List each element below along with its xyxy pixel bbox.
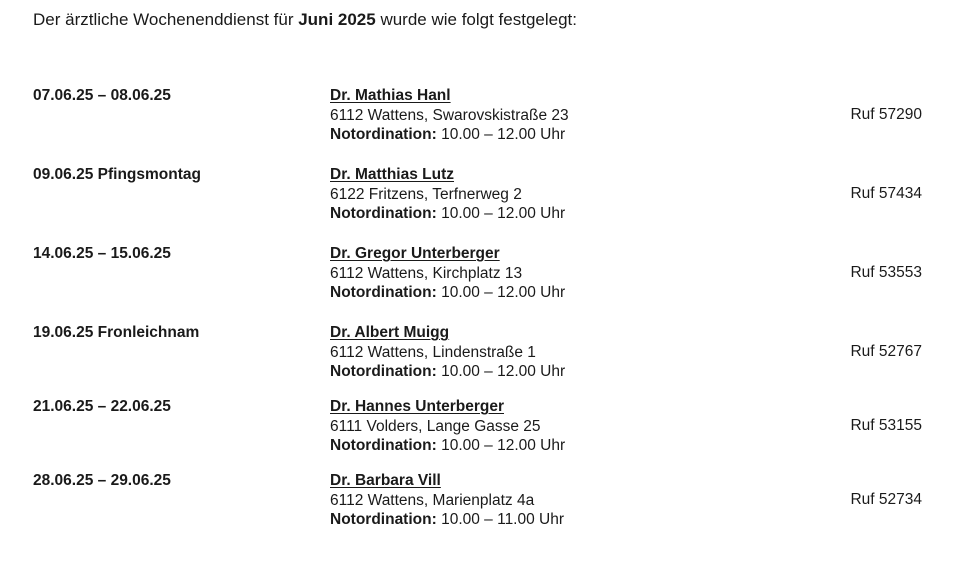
hours-value: 10.00 – 12.00 Uhr	[436, 284, 566, 301]
doctor-address: 6122 Fritzens, Terfnerweg 2	[330, 185, 522, 203]
hours-value: 10.00 – 12.00 Uhr	[436, 437, 566, 454]
doctor-name: Dr. Hannes Unterberger	[330, 398, 504, 415]
hours-line	[330, 510, 564, 530]
doctor-block	[330, 86, 569, 145]
phone-number: Ruf 57290	[850, 106, 922, 123]
doctor-address: 6112 Wattens, Swarovskistraße 23	[330, 106, 569, 124]
duty-entry	[0, 397, 963, 457]
hours-label: Notordination:	[330, 363, 437, 380]
phone-number: Ruf 57434	[850, 185, 922, 202]
hours-value: 10.00 – 12.00 Uhr	[436, 363, 566, 380]
hours-label: Notordination:	[330, 205, 437, 222]
intro-sentence	[33, 9, 577, 31]
duty-entry	[0, 165, 963, 225]
hours-value: 10.00 – 12.00 Uhr	[436, 205, 566, 222]
duty-date: 07.06.25 – 08.06.25	[33, 87, 171, 104]
doctor-address: 6112 Wattens, Marienplatz 4a	[330, 491, 535, 509]
phone-number: Ruf 52767	[850, 343, 922, 360]
phone-number: Ruf 53155	[850, 417, 922, 434]
duty-entry	[0, 471, 963, 531]
phone-number: Ruf 52734	[850, 491, 922, 508]
doctor-block	[330, 244, 565, 303]
doctor-block	[330, 323, 565, 382]
hours-line	[330, 436, 565, 456]
hours-line	[330, 283, 565, 303]
phone-number: Ruf 53553	[850, 264, 922, 281]
doctor-block	[330, 165, 565, 224]
doctor-name: Dr. Mathias Hanl	[330, 87, 451, 104]
duty-date: 19.06.25 Fronleichnam	[33, 324, 200, 341]
doctor-name: Dr. Barbara Vill	[330, 472, 441, 489]
duty-entry	[0, 86, 963, 146]
duty-date: 09.06.25 Pfingsmontag	[33, 166, 201, 183]
intro-text-before: Der ärztliche Wochenenddienst für	[33, 10, 299, 29]
hours-line	[330, 362, 565, 382]
doctor-name: Dr. Matthias Lutz	[330, 166, 455, 183]
hours-label: Notordination:	[330, 511, 437, 528]
doctor-name: Dr. Gregor Unterberger	[330, 245, 500, 262]
hours-label: Notordination:	[330, 284, 437, 301]
doctor-name: Dr. Albert Muigg	[330, 324, 450, 341]
intro-month: Juni 2025	[298, 10, 376, 29]
doctor-address: 6112 Wattens, Lindenstraße 1	[330, 343, 536, 361]
duty-entry	[0, 323, 963, 383]
hours-label: Notordination:	[330, 437, 437, 454]
hours-line	[330, 125, 569, 145]
hours-label: Notordination:	[330, 126, 437, 143]
hours-value: 10.00 – 11.00 Uhr	[436, 511, 565, 528]
hours-line	[330, 204, 565, 224]
duty-date: 28.06.25 – 29.06.25	[33, 472, 171, 489]
duty-date: 14.06.25 – 15.06.25	[33, 245, 171, 262]
doctor-block	[330, 471, 564, 530]
duty-date: 21.06.25 – 22.06.25	[33, 398, 171, 415]
doctor-address: 6111 Volders, Lange Gasse 25	[330, 417, 541, 435]
doctor-block	[330, 397, 565, 456]
intro-text-after: wurde wie folgt festgelegt:	[375, 10, 577, 29]
duty-entry	[0, 244, 963, 304]
hours-value: 10.00 – 12.00 Uhr	[436, 126, 566, 143]
doctor-address: 6112 Wattens, Kirchplatz 13	[330, 264, 523, 282]
